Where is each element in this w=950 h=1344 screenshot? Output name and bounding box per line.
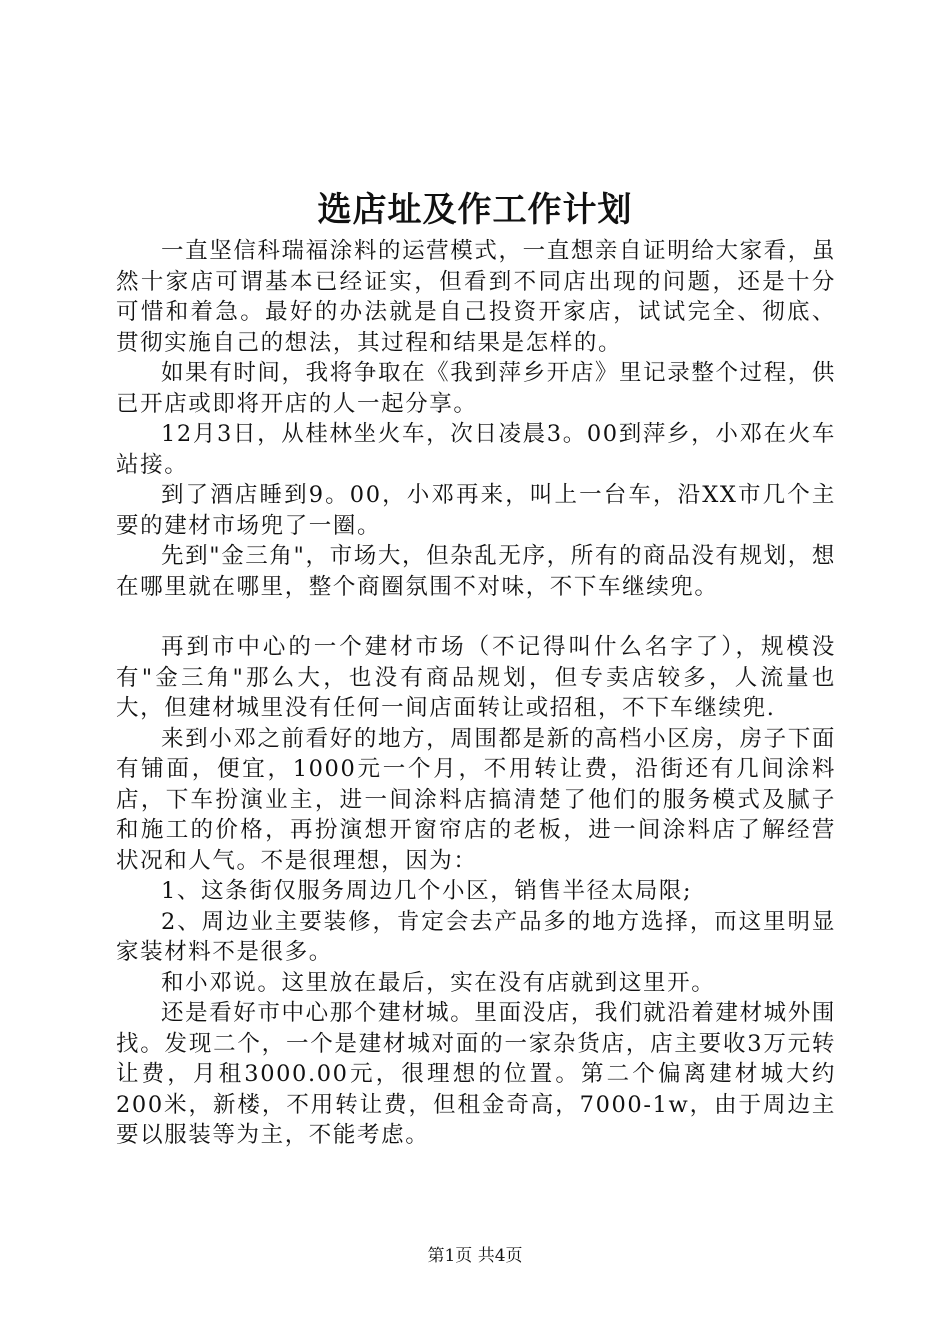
paragraph: 到了酒店睡到9。00，小邓再来，叫上一台车，沿XX市几个主要的建材市场兜了一圈。 — [116, 482, 836, 539]
document-body — [116, 236, 836, 1151]
paragraph: 如果有时间，我将争取在《我到萍乡开店》里记录整个过程，供已开店或即将开店的人一起分享。 — [116, 360, 836, 417]
paragraph: 来到小邓之前看好的地方，周围都是新的高档小区房，房子下面有铺面，便宜，1000元一个月，不用转让费，沿街还有几间涂料店，下车扮演业主，进一间涂料店搞清楚了他们的服务模式及腻子和施工的价格，再扮演想开窗帘店的老板，进一间涂料店了解经营状况和人气。不是很理想，因为： — [116, 725, 836, 874]
list-item: 1、这条街仅服务周边几个小区，销售半径太局限; — [161, 878, 693, 904]
page-footer: 第1页 共4页 — [427, 1246, 523, 1266]
paragraph: 先到"金三角"，市场大，但杂乱无序，所有的商品没有规划，想在哪里就在哪里，整个商圈氛围不对味，不下车继续兜。 — [116, 543, 836, 600]
document-title: 选店址及作工作计划 — [317, 190, 633, 230]
paragraph: 一直坚信科瑞福涂料的运营模式，一直想亲自证明给大家看，虽然十家店可谓基本已经证实，但看到不同店出现的问题，还是十分可惜和着急。最好的办法就是自己投资开家店，试试完全、彻底、贯彻实施自己的想法，其过程和结果是怎样的。 — [116, 238, 836, 356]
list-item: 2、周边业主要装修，肯定会去产品多的地方选择，而这里明显家装材料不是很多。 — [116, 908, 836, 965]
paragraph: 和小邓说。这里放在最后，实在没有店就到这里开。 — [161, 969, 716, 996]
paragraph: 再到市中心的一个建材市场（不记得叫什么名字了），规模没有"金三角"那么大，也没有商品规划，但专卖店较多，人流量也大，但建材城里没有任何一间店面转让或招租，不下车继续兜. — [116, 634, 836, 721]
paragraph: 还是看好市中心那个建材城。里面没店，我们就沿着建材城外围找。发现二个，一个是建材城对面的一家杂货店，店主要收3万元转让费，月租3000.00元，很理想的位置。第二个偏离建材城大约200米，新楼，不用转让费，但租金奇高，7000-1w，由于周边主要以服装等为主，不能考虑。 — [116, 1000, 836, 1148]
paragraph: 12月3日，从桂林坐火车，次日凌晨3。00到萍乡，小邓在火车站接。 — [116, 421, 836, 478]
